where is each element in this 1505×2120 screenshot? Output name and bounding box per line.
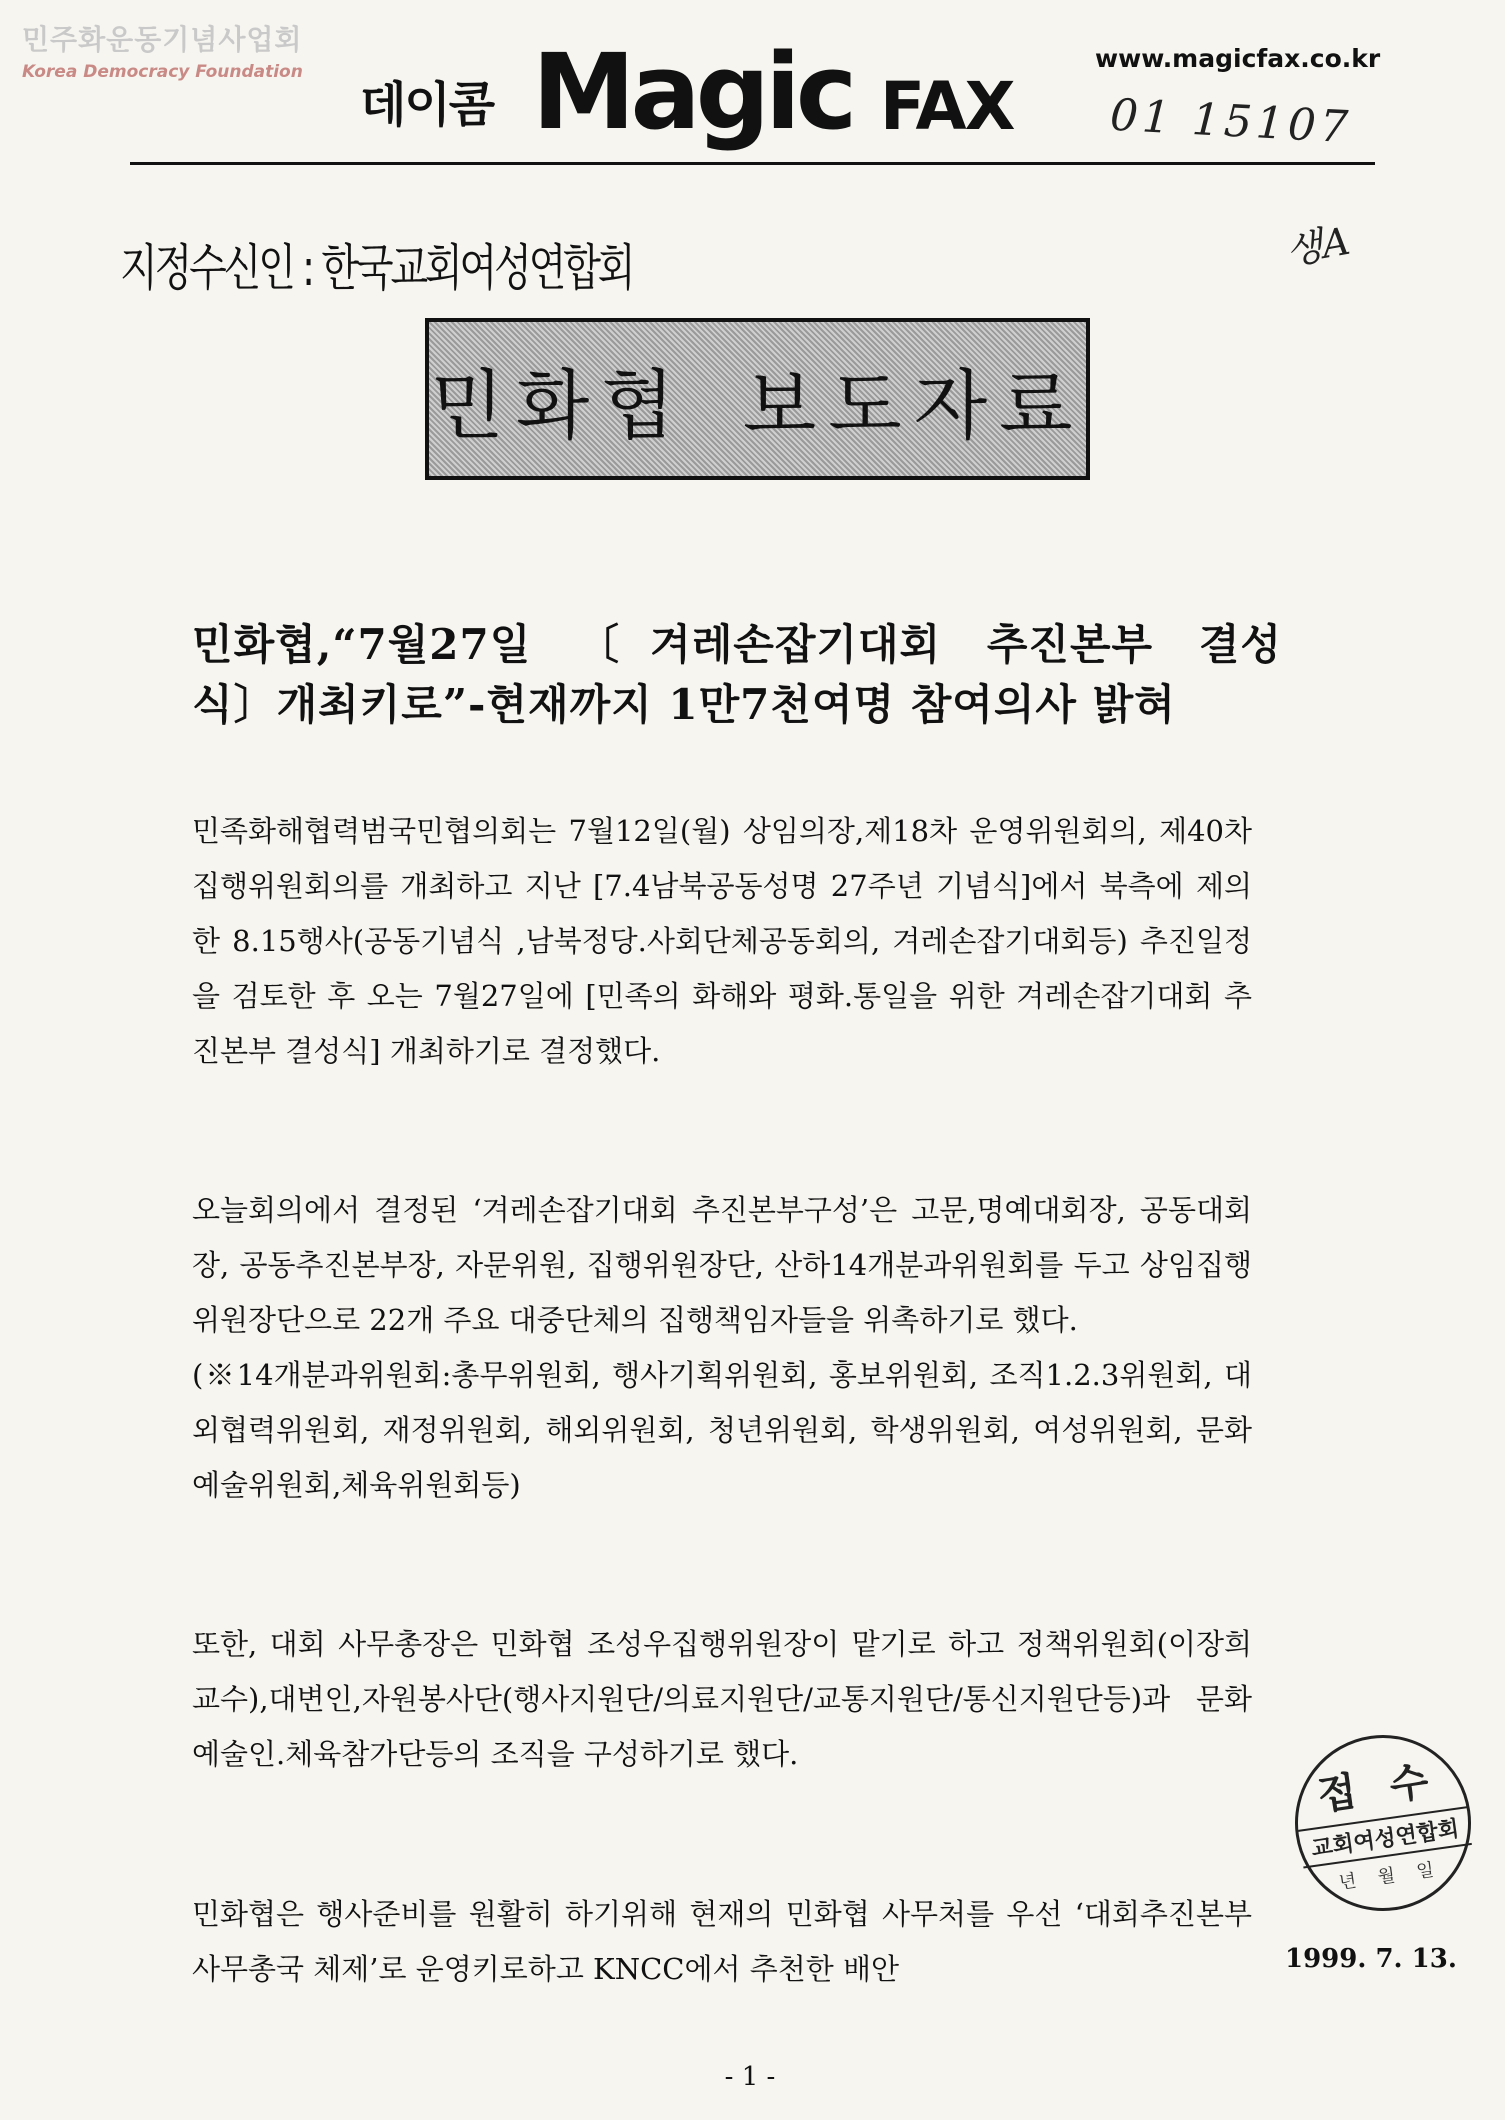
press-release-title-box xyxy=(425,318,1090,480)
header-url: www.magicfax.co.kr xyxy=(1095,44,1381,73)
brand-magic: Magic xyxy=(532,31,853,153)
brand-fax: FAX xyxy=(880,68,1014,145)
paragraph-2 xyxy=(192,1183,1252,1513)
paragraph-text: 오늘회의에서 결정된 ‘겨레손잡기대회 추진본부구성’은 고문,명예대회장, 공동대회장, 공동추진본부장, 자문위원, 집행위원장단, 산하14개분과위원회를 두고 상임집행위원장단으로 22개 주요 대중단체의 집행책임자들을 위촉하기로 했다. xyxy=(192,1193,1252,1337)
received-date: 1999. 7. 13. xyxy=(1285,1944,1457,1974)
handwritten-reference: 01 15107 xyxy=(1108,89,1354,154)
brand-dacom: 데이콤 xyxy=(360,77,494,133)
press-release-title: 민화협 보도자료 xyxy=(430,360,1085,450)
paragraph-text: 민족화해협력범국민협의회는 7월12일(월) 상임의장,제18차 운영위원회의, 제40차 집행위원회의를 개최하고 지난 [7.4남북공동성명 27주년 기념식]에서 북측에 제의한 8.15행사(공동기념식 ,남북정당.사회단체공동회의, 겨레손잡기대회등) 추진일정을 검토한 후 오는 7월27일에 [민족의 화해와 평화.통일을 위한 겨레손잡기대회 추진본부 결성식] 개최하기로 결정했다. xyxy=(192,814,1252,1068)
watermark-org-english: Korea Democracy Foundation xyxy=(22,62,303,82)
committee-list: (※14개분과위원회:총무위원회, 행사기획위원회, 홍보위원회, 조직1.2.3위원회, 대외협력위원회, 재정위원회, 해외위원회, 청년위원회, 학생위원회, 여성위원회, 문화예술위원회,체육위원회등) xyxy=(192,1358,1252,1502)
received-stamp xyxy=(1284,1724,1483,1923)
stamp-date-line: 년 월 일 xyxy=(1337,1858,1444,1894)
watermark-org-korean: 민주화운동기념사업회 xyxy=(22,23,303,56)
headline-line-1: 민화협,“7월27일 〔겨레손잡기대회 추진본부 결성 xyxy=(192,620,1282,669)
paragraph-4 xyxy=(192,1887,1252,1997)
paragraph-text: 민화협은 행사준비를 원활히 하기위해 현재의 민화협 사무처를 우선 ‘대회추진본부 사무총국 체제’로 운영키로하고 KNCC에서 추천한 배안 xyxy=(192,1897,1252,1986)
handwritten-note: 생A xyxy=(1282,218,1354,274)
headline-line-2: 식〕개최키로”-현재까지 1만7천여명 참여의사 밝혀 xyxy=(192,680,1176,729)
headline xyxy=(192,615,1282,735)
recipient-line: 지정수신인 : 한국교회여성연합회 xyxy=(120,239,633,297)
paragraph-text: 또한, 대회 사무총장은 민화협 조성우집행위원장이 맡기로 하고 정책위원회(이장희교수),대변인,자원봉사단(행사지원단/의료지원단/교통지원단/통신지원단등)과 문화예술인.체육참가단등의 조직을 구성하기로 했다. xyxy=(192,1627,1252,1771)
paragraph-1 xyxy=(192,804,1252,1079)
page-number: - 1 - xyxy=(724,2062,776,2092)
stamp-organization: 교회여성연합회 xyxy=(1298,1806,1472,1868)
header-divider xyxy=(130,162,1375,165)
paragraph-3 xyxy=(192,1617,1252,1782)
stamp-title: 접 수 xyxy=(1314,1757,1442,1820)
